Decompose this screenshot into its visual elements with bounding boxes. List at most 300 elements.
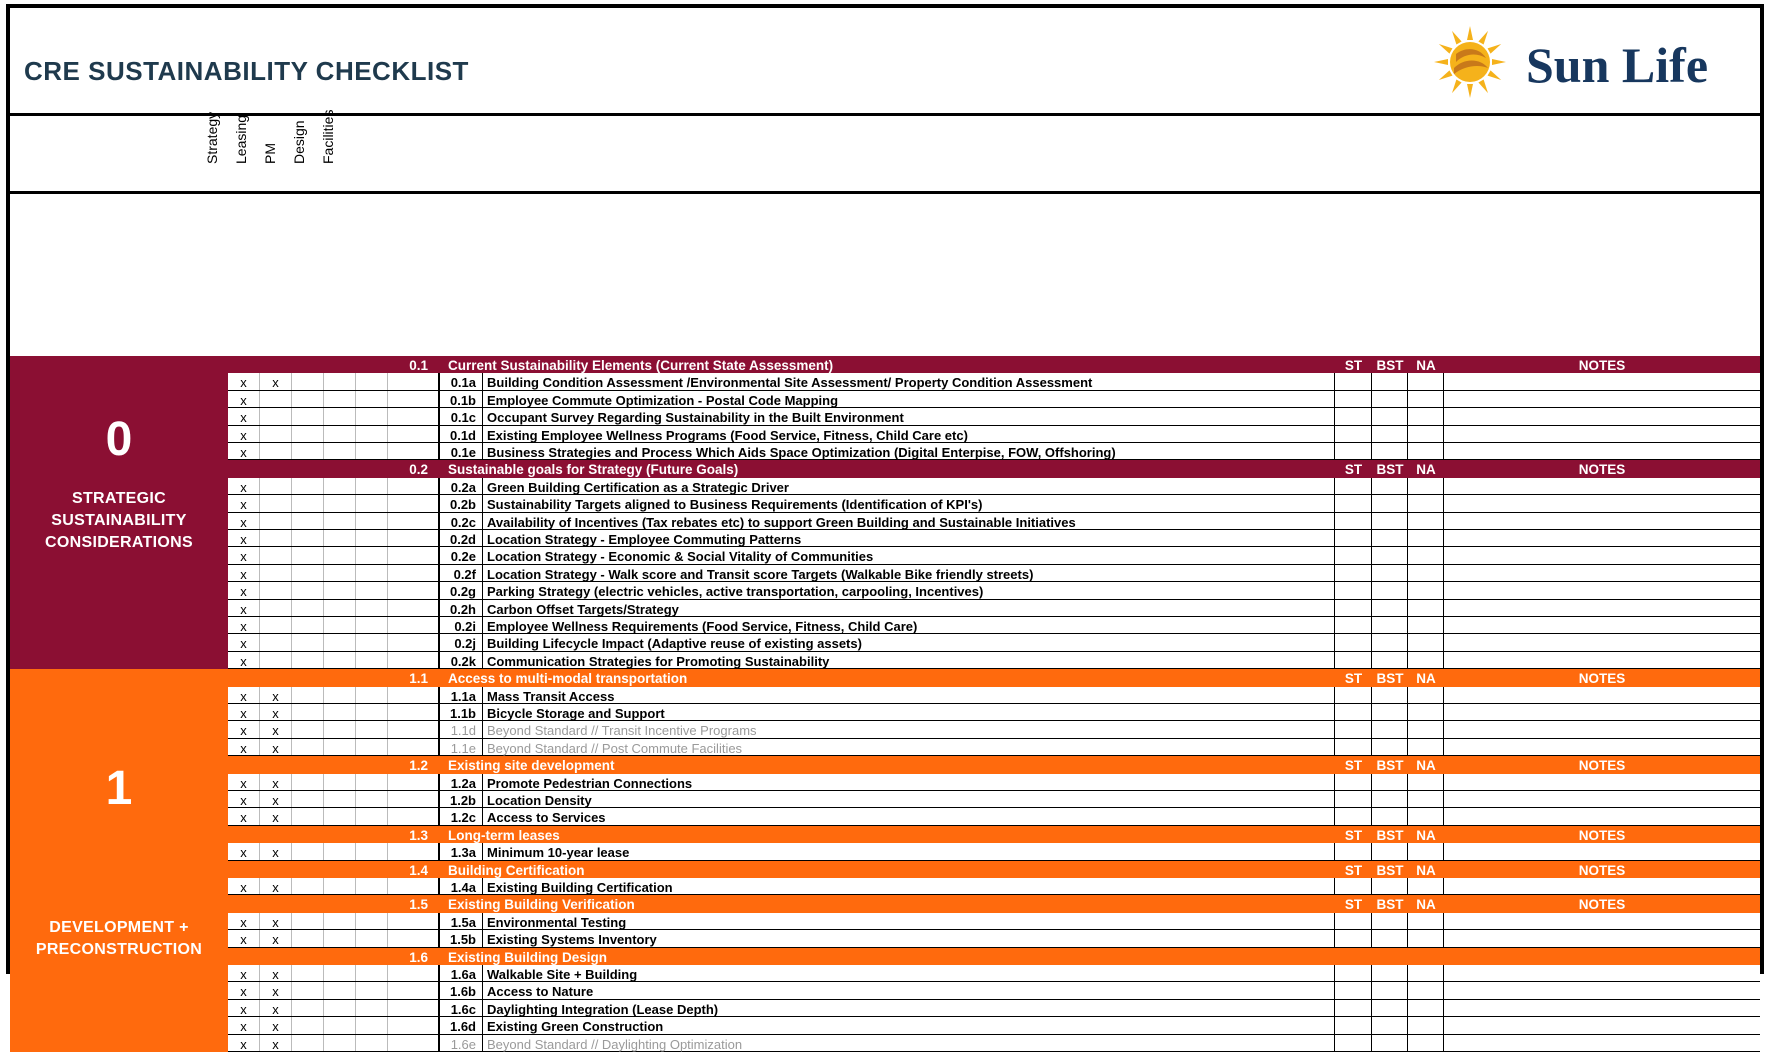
leasing-mark[interactable]: x: [260, 843, 292, 859]
facilities-mark[interactable]: [356, 513, 388, 529]
leasing-mark[interactable]: [260, 391, 292, 407]
pm-mark[interactable]: [292, 617, 324, 633]
leasing-mark[interactable]: x: [260, 878, 292, 894]
notes-field[interactable]: [1444, 913, 1760, 929]
na-checkbox[interactable]: [1408, 478, 1444, 494]
notes-field[interactable]: [1444, 721, 1760, 737]
facilities-mark[interactable]: [356, 1035, 388, 1051]
pm-mark[interactable]: [292, 808, 324, 824]
bst-checkbox[interactable]: [1372, 391, 1408, 407]
pm-mark[interactable]: [292, 930, 324, 946]
bst-checkbox[interactable]: [1372, 721, 1408, 737]
design-mark[interactable]: [324, 565, 356, 581]
bst-checkbox[interactable]: [1372, 774, 1408, 790]
design-mark[interactable]: [324, 443, 356, 459]
pm-mark[interactable]: [292, 582, 324, 598]
na-checkbox[interactable]: [1408, 652, 1444, 668]
leasing-mark[interactable]: [260, 530, 292, 546]
leasing-mark[interactable]: [260, 600, 292, 616]
strategy-mark[interactable]: x: [228, 530, 260, 546]
pm-mark[interactable]: [292, 547, 324, 563]
na-checkbox[interactable]: [1408, 1000, 1444, 1016]
st-checkbox[interactable]: [1335, 565, 1372, 581]
pm-mark[interactable]: [292, 634, 324, 650]
notes-field[interactable]: [1444, 652, 1760, 668]
pm-mark[interactable]: [292, 791, 324, 807]
bst-checkbox[interactable]: [1372, 565, 1408, 581]
strategy-mark[interactable]: x: [228, 982, 260, 998]
strategy-mark[interactable]: x: [228, 565, 260, 581]
bst-checkbox[interactable]: [1372, 982, 1408, 998]
strategy-mark[interactable]: x: [228, 373, 260, 389]
na-checkbox[interactable]: [1408, 843, 1444, 859]
leasing-mark[interactable]: x: [260, 373, 292, 389]
facilities-mark[interactable]: [356, 391, 388, 407]
bst-checkbox[interactable]: [1372, 547, 1408, 563]
notes-field[interactable]: [1444, 739, 1760, 755]
leasing-mark[interactable]: x: [260, 774, 292, 790]
bst-checkbox[interactable]: [1372, 600, 1408, 616]
facilities-mark[interactable]: [356, 617, 388, 633]
na-checkbox[interactable]: [1408, 391, 1444, 407]
na-checkbox[interactable]: [1408, 791, 1444, 807]
leasing-mark[interactable]: x: [260, 1017, 292, 1033]
na-checkbox[interactable]: [1408, 443, 1444, 459]
leasing-mark[interactable]: [260, 547, 292, 563]
strategy-mark[interactable]: x: [228, 687, 260, 703]
design-mark[interactable]: [324, 982, 356, 998]
strategy-mark[interactable]: x: [228, 791, 260, 807]
na-checkbox[interactable]: [1408, 965, 1444, 981]
facilities-mark[interactable]: [356, 1017, 388, 1033]
na-checkbox[interactable]: [1408, 808, 1444, 824]
leasing-mark[interactable]: x: [260, 913, 292, 929]
design-mark[interactable]: [324, 478, 356, 494]
notes-field[interactable]: [1444, 600, 1760, 616]
pm-mark[interactable]: [292, 913, 324, 929]
facilities-mark[interactable]: [356, 704, 388, 720]
facilities-mark[interactable]: [356, 652, 388, 668]
bst-checkbox[interactable]: [1372, 843, 1408, 859]
na-checkbox[interactable]: [1408, 582, 1444, 598]
notes-field[interactable]: [1444, 808, 1760, 824]
na-checkbox[interactable]: [1408, 982, 1444, 998]
facilities-mark[interactable]: [356, 791, 388, 807]
leasing-mark[interactable]: x: [260, 704, 292, 720]
notes-field[interactable]: [1444, 391, 1760, 407]
design-mark[interactable]: [324, 513, 356, 529]
leasing-mark[interactable]: x: [260, 808, 292, 824]
design-mark[interactable]: [324, 843, 356, 859]
st-checkbox[interactable]: [1335, 913, 1372, 929]
facilities-mark[interactable]: [356, 426, 388, 442]
checklist-item-row: [228, 547, 1760, 564]
pm-mark[interactable]: [292, 965, 324, 981]
notes-field[interactable]: [1444, 687, 1760, 703]
bst-checkbox[interactable]: [1372, 791, 1408, 807]
facilities-mark[interactable]: [356, 965, 388, 981]
leasing-mark[interactable]: [260, 443, 292, 459]
facilities-mark[interactable]: [356, 582, 388, 598]
design-mark[interactable]: [324, 408, 356, 424]
st-checkbox[interactable]: [1335, 965, 1372, 981]
na-checkbox[interactable]: [1408, 373, 1444, 389]
strategy-mark[interactable]: x: [228, 930, 260, 946]
st-checkbox[interactable]: [1335, 808, 1372, 824]
st-checkbox[interactable]: [1335, 721, 1372, 737]
st-checkbox[interactable]: [1335, 495, 1372, 511]
strategy-mark[interactable]: x: [228, 878, 260, 894]
facilities-mark[interactable]: [356, 721, 388, 737]
leasing-mark[interactable]: x: [260, 1035, 292, 1051]
pm-mark[interactable]: [292, 600, 324, 616]
na-checkbox[interactable]: [1408, 704, 1444, 720]
notes-field[interactable]: [1444, 982, 1760, 998]
st-checkbox[interactable]: [1335, 600, 1372, 616]
facilities-mark[interactable]: [356, 495, 388, 511]
notes-field[interactable]: [1444, 617, 1760, 633]
pm-mark[interactable]: [292, 373, 324, 389]
notes-field[interactable]: [1444, 791, 1760, 807]
strategy-mark[interactable]: x: [228, 843, 260, 859]
facilities-mark[interactable]: [356, 530, 388, 546]
design-mark[interactable]: [324, 774, 356, 790]
design-mark[interactable]: [324, 600, 356, 616]
na-checkbox[interactable]: [1408, 774, 1444, 790]
design-mark[interactable]: [324, 721, 356, 737]
na-checkbox[interactable]: [1408, 617, 1444, 633]
facilities-mark[interactable]: [356, 843, 388, 859]
notes-field[interactable]: [1444, 704, 1760, 720]
st-checkbox[interactable]: [1335, 582, 1372, 598]
st-checkbox[interactable]: [1335, 791, 1372, 807]
st-checkbox[interactable]: [1335, 1000, 1372, 1016]
facilities-mark[interactable]: [356, 600, 388, 616]
design-mark[interactable]: [324, 1000, 356, 1016]
na-checkbox[interactable]: [1408, 739, 1444, 755]
pm-mark[interactable]: [292, 704, 324, 720]
pm-mark[interactable]: [292, 878, 324, 894]
bst-checkbox[interactable]: [1372, 634, 1408, 650]
na-checkbox[interactable]: [1408, 878, 1444, 894]
pm-mark[interactable]: [292, 1035, 324, 1051]
bst-checkbox[interactable]: [1372, 478, 1408, 494]
strategy-mark[interactable]: x: [228, 913, 260, 929]
item-label: Existing Systems Inventory: [483, 930, 1335, 946]
design-mark[interactable]: [324, 687, 356, 703]
design-mark[interactable]: [324, 634, 356, 650]
design-mark[interactable]: [324, 373, 356, 389]
bst-checkbox[interactable]: [1372, 965, 1408, 981]
st-checkbox[interactable]: [1335, 530, 1372, 546]
strategy-mark[interactable]: x: [228, 495, 260, 511]
leasing-mark[interactable]: [260, 582, 292, 598]
notes-field[interactable]: [1444, 443, 1760, 459]
facilities-mark[interactable]: [356, 373, 388, 389]
leasing-mark[interactable]: [260, 617, 292, 633]
leasing-mark[interactable]: [260, 513, 292, 529]
facilities-mark[interactable]: [356, 774, 388, 790]
strategy-mark[interactable]: x: [228, 774, 260, 790]
na-checkbox[interactable]: [1408, 930, 1444, 946]
st-checkbox[interactable]: [1335, 373, 1372, 389]
na-checkbox[interactable]: [1408, 495, 1444, 511]
facilities-mark[interactable]: [356, 808, 388, 824]
bst-checkbox[interactable]: [1372, 930, 1408, 946]
design-mark[interactable]: [324, 913, 356, 929]
strategy-mark[interactable]: x: [228, 582, 260, 598]
pm-mark[interactable]: [292, 513, 324, 529]
design-mark[interactable]: [324, 582, 356, 598]
design-mark[interactable]: [324, 878, 356, 894]
leasing-mark[interactable]: x: [260, 721, 292, 737]
facilities-mark[interactable]: [356, 913, 388, 929]
design-mark[interactable]: [324, 704, 356, 720]
design-mark[interactable]: [324, 391, 356, 407]
na-checkbox[interactable]: [1408, 600, 1444, 616]
na-checkbox[interactable]: [1408, 565, 1444, 581]
item-label: Availability of Incentives (Tax rebates etc) to support Green Building and Sustainable Initiatives: [483, 513, 1335, 529]
leasing-mark[interactable]: x: [260, 1000, 292, 1016]
strategy-mark[interactable]: x: [228, 965, 260, 981]
strategy-mark[interactable]: x: [228, 478, 260, 494]
facilities-mark[interactable]: [356, 634, 388, 650]
notes-field[interactable]: [1444, 373, 1760, 389]
facilities-mark[interactable]: [356, 478, 388, 494]
bst-checkbox[interactable]: [1372, 582, 1408, 598]
st-checkbox[interactable]: [1335, 704, 1372, 720]
checklist-item-row: [228, 739, 1760, 756]
strategy-mark[interactable]: x: [228, 808, 260, 824]
st-checkbox[interactable]: [1335, 1035, 1372, 1051]
leasing-mark[interactable]: [260, 495, 292, 511]
pm-mark[interactable]: [292, 774, 324, 790]
pm-mark[interactable]: [292, 1017, 324, 1033]
design-mark[interactable]: [324, 495, 356, 511]
pm-mark[interactable]: [292, 530, 324, 546]
bst-checkbox[interactable]: [1372, 808, 1408, 824]
strategy-mark[interactable]: x: [228, 600, 260, 616]
bst-checkbox[interactable]: [1372, 495, 1408, 511]
strategy-mark[interactable]: x: [228, 1035, 260, 1051]
notes-field[interactable]: [1444, 582, 1760, 598]
strategy-mark[interactable]: x: [228, 634, 260, 650]
facilities-mark[interactable]: [356, 1000, 388, 1016]
pm-mark[interactable]: [292, 843, 324, 859]
section-number: 1.6: [409, 949, 428, 965]
section-block-1: [10, 669, 228, 1052]
bst-checkbox[interactable]: [1372, 739, 1408, 755]
notes-field[interactable]: [1444, 547, 1760, 563]
notes-field[interactable]: [1444, 495, 1760, 511]
na-checkbox[interactable]: [1408, 408, 1444, 424]
notes-field[interactable]: [1444, 426, 1760, 442]
bst-checkbox[interactable]: [1372, 687, 1408, 703]
na-checkbox[interactable]: [1408, 1017, 1444, 1033]
strategy-mark[interactable]: x: [228, 652, 260, 668]
bst-checkbox[interactable]: [1372, 913, 1408, 929]
design-mark[interactable]: [324, 930, 356, 946]
facilities-mark[interactable]: [356, 878, 388, 894]
facilities-mark[interactable]: [356, 443, 388, 459]
na-checkbox[interactable]: [1408, 687, 1444, 703]
bst-checkbox[interactable]: [1372, 1035, 1408, 1051]
st-checkbox[interactable]: [1335, 652, 1372, 668]
bst-checkbox[interactable]: [1372, 408, 1408, 424]
strategy-mark[interactable]: x: [228, 391, 260, 407]
design-mark[interactable]: [324, 1035, 356, 1051]
bst-checkbox[interactable]: [1372, 373, 1408, 389]
design-mark[interactable]: [324, 739, 356, 755]
notes-field[interactable]: [1444, 565, 1760, 581]
st-checkbox[interactable]: [1335, 513, 1372, 529]
pm-mark[interactable]: [292, 426, 324, 442]
pm-mark[interactable]: [292, 652, 324, 668]
design-mark[interactable]: [324, 547, 356, 563]
strategy-mark[interactable]: x: [228, 513, 260, 529]
na-checkbox[interactable]: [1408, 547, 1444, 563]
notes-field[interactable]: [1444, 513, 1760, 529]
notes-field[interactable]: [1444, 965, 1760, 981]
strategy-mark[interactable]: x: [228, 443, 260, 459]
notes-field[interactable]: [1444, 930, 1760, 946]
pm-mark[interactable]: [292, 565, 324, 581]
leasing-mark[interactable]: [260, 426, 292, 442]
bst-checkbox[interactable]: [1372, 443, 1408, 459]
notes-field[interactable]: [1444, 1035, 1760, 1051]
facilities-mark[interactable]: [356, 565, 388, 581]
na-checkbox[interactable]: [1408, 513, 1444, 529]
notes-field[interactable]: [1444, 1017, 1760, 1033]
facilities-mark[interactable]: [356, 408, 388, 424]
pm-mark[interactable]: [292, 721, 324, 737]
leasing-mark[interactable]: [260, 634, 292, 650]
leasing-mark[interactable]: x: [260, 982, 292, 998]
bst-checkbox[interactable]: [1372, 530, 1408, 546]
leasing-mark[interactable]: [260, 652, 292, 668]
na-checkbox[interactable]: [1408, 721, 1444, 737]
strategy-mark[interactable]: x: [228, 739, 260, 755]
pm-mark[interactable]: [292, 739, 324, 755]
notes-field[interactable]: [1444, 478, 1760, 494]
pm-mark[interactable]: [292, 443, 324, 459]
st-checkbox[interactable]: [1335, 1017, 1372, 1033]
notes-field[interactable]: [1444, 634, 1760, 650]
strategy-mark[interactable]: x: [228, 721, 260, 737]
strategy-mark[interactable]: x: [228, 617, 260, 633]
notes-field[interactable]: [1444, 878, 1760, 894]
bst-checkbox[interactable]: [1372, 652, 1408, 668]
pm-mark[interactable]: [292, 1000, 324, 1016]
leasing-mark[interactable]: x: [260, 739, 292, 755]
na-checkbox[interactable]: [1408, 426, 1444, 442]
facilities-mark[interactable]: [356, 930, 388, 946]
facilities-mark[interactable]: [356, 687, 388, 703]
facilities-mark[interactable]: [356, 739, 388, 755]
st-checkbox[interactable]: [1335, 878, 1372, 894]
st-checkbox[interactable]: [1335, 617, 1372, 633]
strategy-mark[interactable]: x: [228, 547, 260, 563]
notes-field[interactable]: [1444, 408, 1760, 424]
strategy-mark[interactable]: x: [228, 704, 260, 720]
leasing-mark[interactable]: x: [260, 687, 292, 703]
facilities-mark[interactable]: [356, 547, 388, 563]
st-checkbox[interactable]: [1335, 391, 1372, 407]
st-checkbox[interactable]: [1335, 426, 1372, 442]
st-checkbox[interactable]: [1335, 478, 1372, 494]
design-mark[interactable]: [324, 965, 356, 981]
strategy-mark[interactable]: x: [228, 1000, 260, 1016]
strategy-mark[interactable]: x: [228, 1017, 260, 1033]
design-mark[interactable]: [324, 1017, 356, 1033]
leasing-mark[interactable]: x: [260, 930, 292, 946]
st-checkbox[interactable]: [1335, 739, 1372, 755]
pm-mark[interactable]: [292, 478, 324, 494]
st-checkbox[interactable]: [1335, 634, 1372, 650]
pm-mark[interactable]: [292, 408, 324, 424]
st-checkbox[interactable]: [1335, 408, 1372, 424]
st-checkbox[interactable]: [1335, 774, 1372, 790]
notes-field[interactable]: [1444, 774, 1760, 790]
design-mark[interactable]: [324, 617, 356, 633]
notes-field[interactable]: [1444, 1000, 1760, 1016]
bst-checkbox[interactable]: [1372, 426, 1408, 442]
strategy-mark[interactable]: x: [228, 408, 260, 424]
notes-field[interactable]: [1444, 843, 1760, 859]
na-checkbox[interactable]: [1408, 634, 1444, 650]
role-header-strategy: Strategy: [204, 111, 220, 164]
leasing-mark[interactable]: [260, 408, 292, 424]
st-checkbox[interactable]: [1335, 687, 1372, 703]
section-label-line: DEVELOPMENT +: [49, 919, 189, 937]
bst-checkbox[interactable]: [1372, 704, 1408, 720]
st-checkbox[interactable]: [1335, 982, 1372, 998]
leasing-mark[interactable]: [260, 478, 292, 494]
pm-mark[interactable]: [292, 982, 324, 998]
design-mark[interactable]: [324, 530, 356, 546]
na-checkbox[interactable]: [1408, 1035, 1444, 1051]
design-mark[interactable]: [324, 808, 356, 824]
leasing-mark[interactable]: x: [260, 965, 292, 981]
na-checkbox[interactable]: [1408, 913, 1444, 929]
item-id: 0.1a: [438, 373, 483, 389]
bst-checkbox[interactable]: [1372, 1000, 1408, 1016]
checklist-table: [10, 191, 1760, 1052]
bst-checkbox[interactable]: [1372, 878, 1408, 894]
bst-checkbox[interactable]: [1372, 617, 1408, 633]
pm-mark[interactable]: [292, 391, 324, 407]
na-checkbox[interactable]: [1408, 530, 1444, 546]
item-label: Occupant Survey Regarding Sustainability in the Built Environment: [483, 408, 1335, 424]
checklist-item-row: [228, 808, 1760, 825]
pm-mark[interactable]: [292, 495, 324, 511]
leasing-mark[interactable]: [260, 565, 292, 581]
bst-checkbox[interactable]: [1372, 1017, 1408, 1033]
design-mark[interactable]: [324, 652, 356, 668]
st-checkbox[interactable]: [1335, 843, 1372, 859]
st-checkbox[interactable]: [1335, 443, 1372, 459]
notes-field[interactable]: [1444, 530, 1760, 546]
st-checkbox[interactable]: [1335, 930, 1372, 946]
design-mark[interactable]: [324, 426, 356, 442]
st-checkbox[interactable]: [1335, 547, 1372, 563]
facilities-mark[interactable]: [356, 982, 388, 998]
pm-mark[interactable]: [292, 687, 324, 703]
leasing-mark[interactable]: x: [260, 791, 292, 807]
bst-checkbox[interactable]: [1372, 513, 1408, 529]
strategy-mark[interactable]: x: [228, 426, 260, 442]
design-mark[interactable]: [324, 791, 356, 807]
